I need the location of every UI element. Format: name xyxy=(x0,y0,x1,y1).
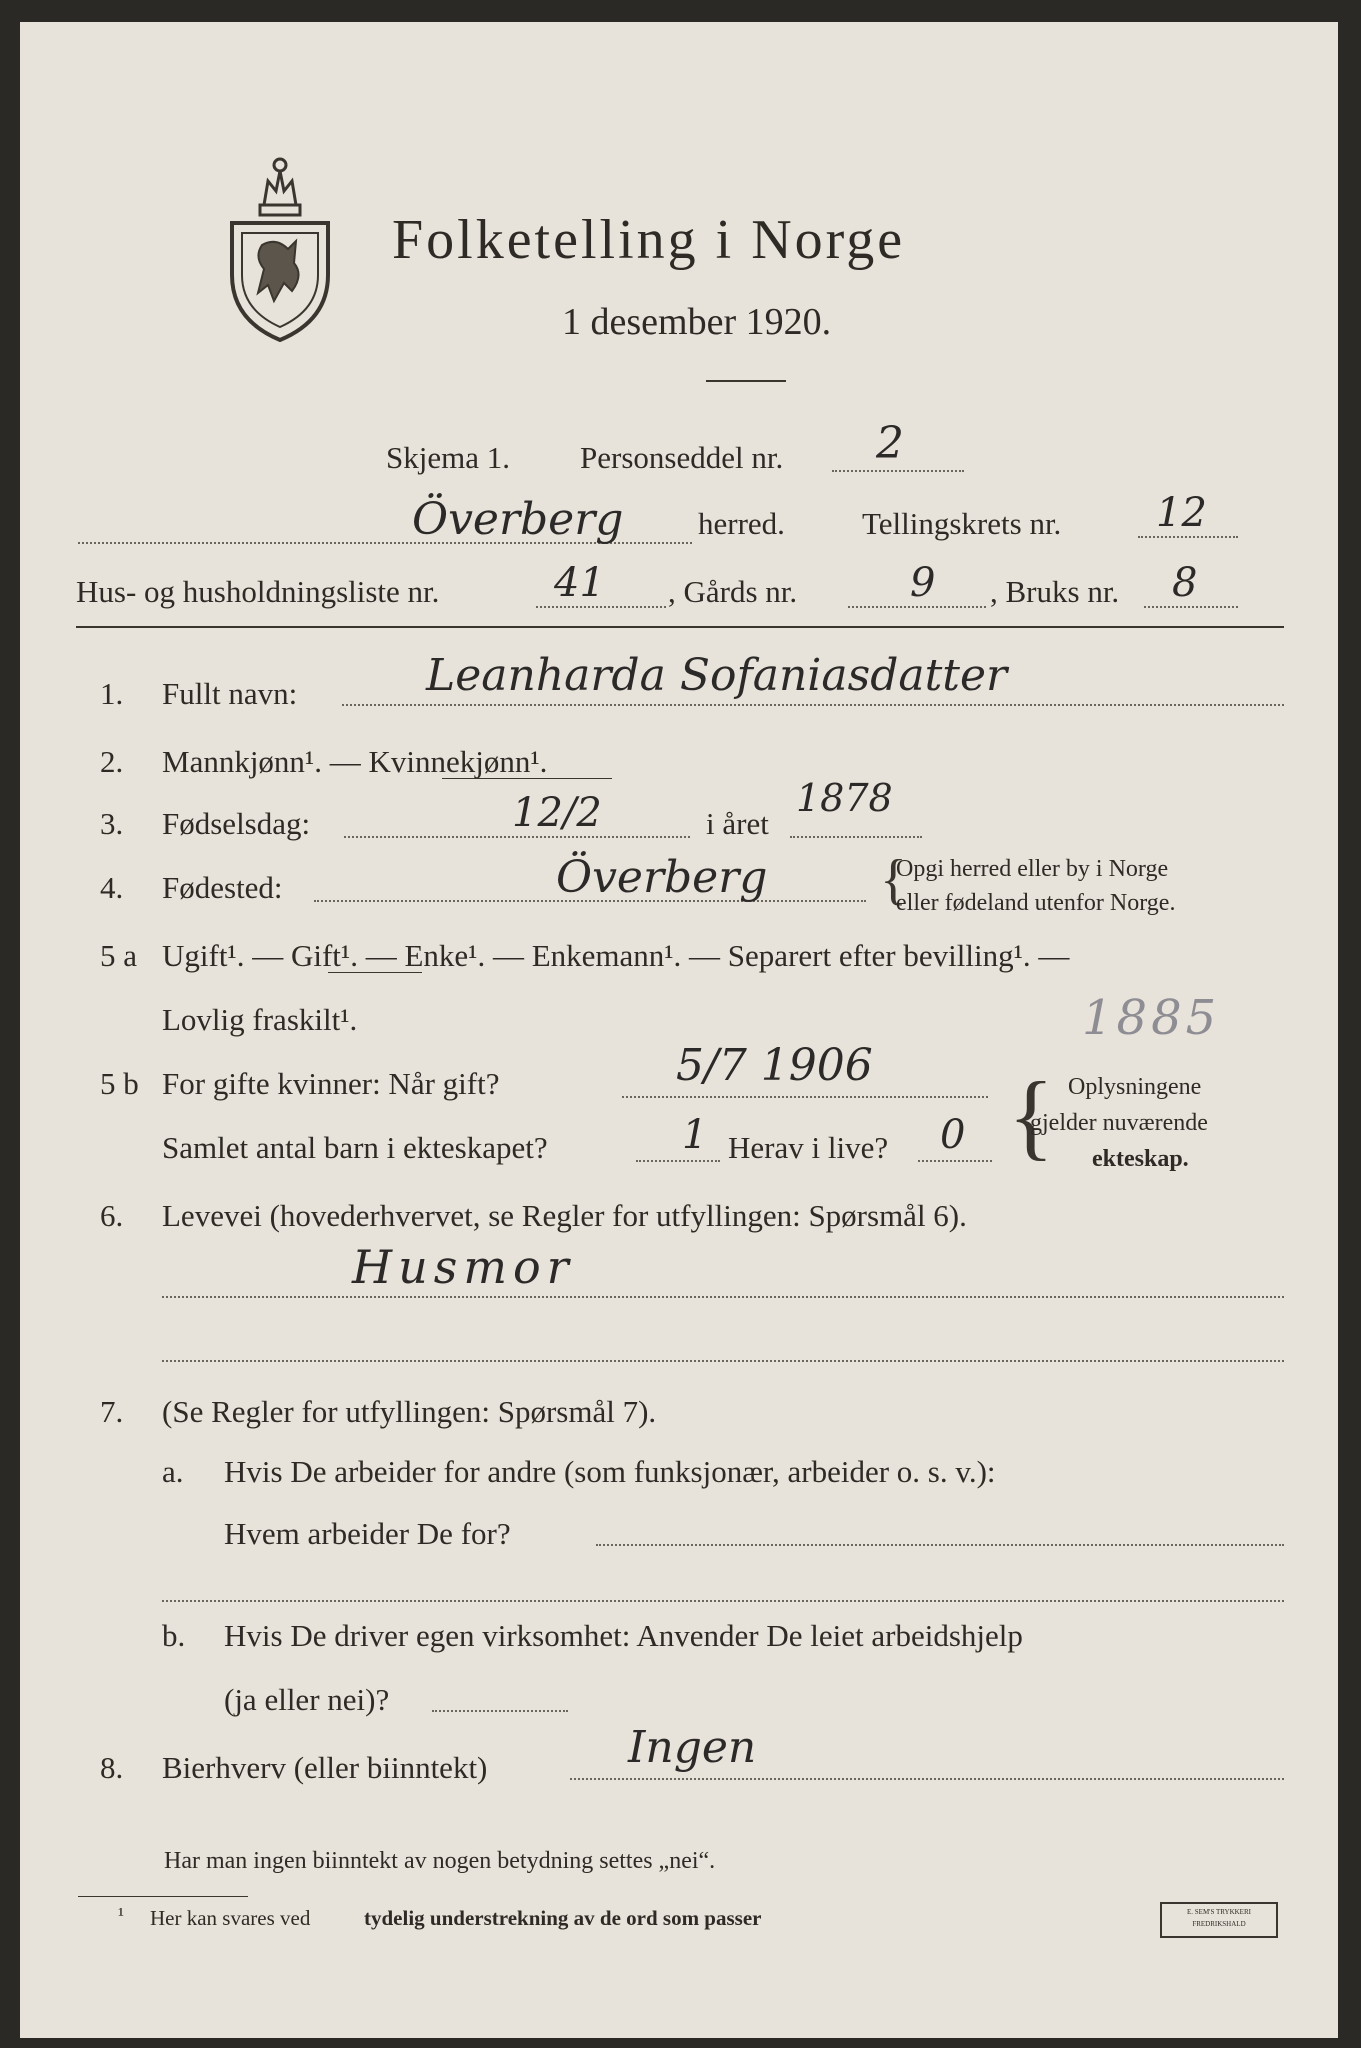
q7-number: 7. xyxy=(100,1394,124,1429)
q5b-alive-label: Herav i live? xyxy=(728,1130,889,1165)
q7b-question: Hvis De driver egen virksomhet: Anvender De leiet arbeidshjelp xyxy=(224,1618,1023,1653)
occupation-value: Husmor xyxy=(352,1240,575,1294)
occupation-field-extra[interactable] xyxy=(162,1360,1284,1362)
q5a-number: 5 a xyxy=(100,938,138,973)
q7-label: (Se Regler for utfyllingen: Spørsmål 7). xyxy=(162,1394,657,1429)
personseddel-value: 2 xyxy=(876,418,904,469)
herred-label: herred. xyxy=(698,506,785,541)
q8-number: 8. xyxy=(100,1750,124,1785)
q7a-employer-label: Hvem arbeider De for? xyxy=(224,1516,511,1551)
birthday-field[interactable] xyxy=(344,836,690,838)
herred-value: Överberg xyxy=(412,494,624,545)
marital-status-underline xyxy=(328,972,422,973)
employer-field[interactable] xyxy=(596,1544,1284,1546)
q7a-letter: a. xyxy=(162,1454,184,1489)
footnote-divider xyxy=(78,1896,248,1897)
q4-note-line1: Opgi herred eller by i Norge xyxy=(896,856,1169,882)
bruks-label: , Bruks nr. xyxy=(990,574,1120,609)
birthplace-value: Överberg xyxy=(556,852,768,903)
personseddel-field[interactable] xyxy=(832,470,964,472)
footnote-emphasis: tydelig understrekning av de ord som passer xyxy=(364,1906,762,1930)
birth-year-value: 1878 xyxy=(796,776,893,820)
birth-year-label: i året xyxy=(706,806,769,841)
q1-label: Fullt navn: xyxy=(162,676,298,711)
husliste-value: 41 xyxy=(554,560,605,606)
skjema-label: Skjema 1. xyxy=(386,440,510,475)
tellingskrets-field[interactable] xyxy=(1138,536,1238,538)
title-divider xyxy=(706,380,786,382)
q7b-answer-label: (ja eller nei)? xyxy=(224,1682,390,1717)
gards-field[interactable] xyxy=(848,606,986,608)
tellingskrets-value: 12 xyxy=(1156,490,1207,536)
printer-stamp-line2: FREDRIKSHALD xyxy=(1192,1920,1246,1928)
children-alive-value: 0 xyxy=(940,1112,966,1158)
page-title: Folketelling i Norge xyxy=(392,209,906,271)
children-total-value: 1 xyxy=(682,1112,708,1158)
bruks-value: 8 xyxy=(1172,560,1198,606)
footnote-prefix: Her kan svares ved xyxy=(150,1906,311,1930)
q8-label: Bierhverv (eller biinntekt) xyxy=(162,1750,488,1785)
section-divider xyxy=(76,626,1284,628)
q4-label: Fødested: xyxy=(162,870,283,905)
q3-label: Fødselsdag: xyxy=(162,806,311,841)
q1-number: 1. xyxy=(100,676,124,711)
gards-label: , Gårds nr. xyxy=(668,574,798,609)
q3-number: 3. xyxy=(100,806,124,841)
q5b-number: 5 b xyxy=(100,1066,139,1101)
married-date-value: 5/7 1906 xyxy=(676,1040,873,1091)
coat-of-arms-emblem xyxy=(224,145,336,345)
full-name-field[interactable] xyxy=(342,704,1284,706)
gender-options: Mannkjønn¹. — Kvinnekjønn¹. xyxy=(162,744,548,779)
q2-number: 2. xyxy=(100,744,124,779)
married-date-field[interactable] xyxy=(622,1096,988,1098)
income-note: Har man ingen biinntekt av nogen betydning settes „nei“. xyxy=(164,1848,716,1874)
hired-help-field[interactable] xyxy=(432,1710,568,1712)
children-alive-field[interactable] xyxy=(918,1160,992,1162)
q7b-letter: b. xyxy=(162,1618,186,1653)
personseddel-label: Personseddel nr. xyxy=(580,440,784,475)
q5b-children-label: Samlet antal barn i ekteskapet? xyxy=(162,1130,548,1165)
full-name-value: Leanharda Sofaniasdatter xyxy=(426,650,1008,701)
q4-note-brace: { xyxy=(880,849,907,911)
q5b-note-brace: { xyxy=(1008,1062,1055,1169)
husliste-label: Hus- og husholdningsliste nr. xyxy=(76,574,440,609)
employer-field-extra[interactable] xyxy=(162,1600,1284,1602)
husliste-field[interactable] xyxy=(536,606,666,608)
side-income-field[interactable] xyxy=(570,1778,1284,1780)
margin-note-pencil: 1885 xyxy=(1082,990,1221,1046)
gender-underline xyxy=(442,778,612,779)
birthday-value: 12/2 xyxy=(512,790,602,836)
printer-stamp xyxy=(1160,1902,1278,1938)
census-date: 1 desember 1920. xyxy=(562,301,832,343)
birth-year-field[interactable] xyxy=(790,836,922,838)
tellingskrets-label: Tellingskrets nr. xyxy=(862,506,1062,541)
gards-value: 9 xyxy=(910,560,936,606)
q5b-note-line2: gjelder nuværende xyxy=(1030,1110,1208,1136)
q7a-question: Hvis De arbeider for andre (som funksjonær, arbeider o. s. v.): xyxy=(224,1454,996,1489)
printer-stamp-line1: E. SEM'S TRYKKERI xyxy=(1187,1908,1251,1916)
footnote-mark: ¹ xyxy=(118,1904,124,1926)
q5b-married-label: For gifte kvinner: Når gift? xyxy=(162,1066,500,1101)
q5b-note-line1: Oplysningene xyxy=(1068,1074,1202,1100)
q6-label: Levevei (hovederhvervet, se Regler for utfyllingen: Spørsmål 6). xyxy=(162,1198,967,1233)
bruks-field[interactable] xyxy=(1144,606,1238,608)
marital-status-options: Ugift¹. — Gift¹. — Enke¹. — Enkemann¹. — Separert efter bevilling¹. — xyxy=(162,938,1070,973)
q4-note-line2: eller fødeland utenfor Norge. xyxy=(896,890,1176,916)
children-total-field[interactable] xyxy=(636,1160,720,1162)
q6-number: 6. xyxy=(100,1198,124,1233)
occupation-field[interactable] xyxy=(162,1296,1284,1298)
q5b-note-line3: ekteskap. xyxy=(1092,1146,1189,1172)
side-income-value: Ingen xyxy=(628,1722,757,1773)
marital-status-options-cont: Lovlig fraskilt¹. xyxy=(162,1002,358,1037)
q4-number: 4. xyxy=(100,870,124,905)
